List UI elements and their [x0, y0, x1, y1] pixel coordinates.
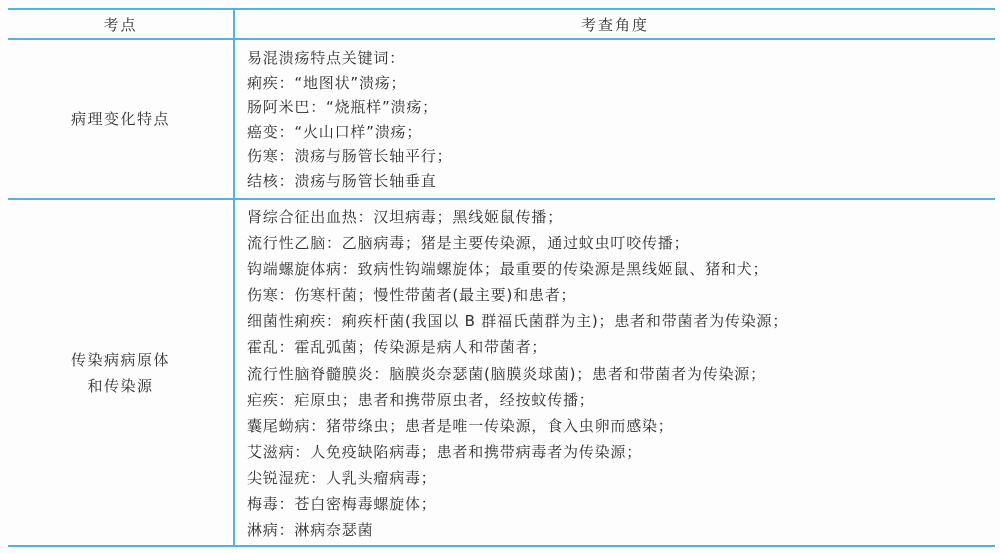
detail-line: 淋病：淋病奈瑟菌: [247, 521, 374, 540]
header-cell-angle: [235, 10, 995, 38]
detail-line: 钩端螺旋体病：致病性钩端螺旋体；最重要的传染源是黑线姬鼠、猪和犬；: [247, 260, 769, 279]
details-cell-infectious: [235, 200, 995, 545]
detail-line: 肾综合征出血热：汉坦病毒；黑线姬鼠传播；: [247, 208, 564, 226]
topic-cell-pathology: [8, 40, 235, 198]
detail-line: 流行性乙脑：乙脑病毒；猪是主要传染源，通过蚊虫叮咬传播；: [247, 234, 690, 253]
detail-line: 结核：溃疡与肠管长轴垂直: [247, 171, 437, 190]
detail-line: 易混溃疡特点关键词：: [247, 49, 406, 67]
detail-line: 痢疾：“地图状”溃疡；: [247, 73, 407, 92]
detail-line: 尖锐湿疣：人乳头瘤病毒；: [247, 468, 437, 487]
detail-line: 伤寒：伤寒杆菌；慢性带菌者(最主要)和患者；: [247, 286, 577, 305]
detail-line: 疟疾：疟原虫；患者和携带原虫者，经按蚊传播；: [247, 390, 595, 409]
topic-label-line-1: 传染病病原体: [70, 350, 170, 369]
header-cell-topic: [8, 10, 235, 38]
details-cell-pathology: [235, 40, 995, 198]
detail-line: 梅毒：苍白密梅毒螺旋体；: [247, 495, 437, 514]
table-row-pathology: [8, 40, 995, 200]
topic-label: 病理变化特点: [70, 110, 170, 128]
table-header-row: [8, 10, 995, 40]
table-row-infectious: [8, 200, 995, 545]
header-topic-label: 考点: [103, 15, 138, 34]
detail-line: 癌变：“火山口样”溃疡；: [247, 122, 423, 141]
header-angle-label: 考查角度: [580, 15, 649, 34]
detail-line: 流行性脑脊髓膜炎：脑膜炎奈瑟菌(脑膜炎球菌)；患者和带菌者为传染源；: [247, 364, 766, 383]
detail-line: 伤寒：溃疡与肠管长轴平行；: [247, 147, 453, 166]
detail-line: 艾滋病：人免疫缺陷病毒；患者和携带病毒者为传染源；: [247, 442, 643, 461]
detail-line: 囊尾蚴病：猪带绦虫；患者是唯一传染源，食入虫卵而感染；: [247, 416, 674, 435]
topic-label-line-2: 和传染源: [87, 376, 154, 395]
topic-cell-infectious: [8, 200, 235, 545]
exam-points-table: [8, 8, 995, 547]
detail-line: 肠阿米巴：“烧瓶样”溃疡；: [247, 98, 438, 117]
detail-line: 细菌性痢疾：痢疾杆菌(我国以 B 群福氏菌群为主)；患者和带菌者为传染源；: [247, 312, 789, 331]
detail-line: 霍乱：霍乱弧菌；传染源是病人和带菌者；: [247, 338, 548, 357]
